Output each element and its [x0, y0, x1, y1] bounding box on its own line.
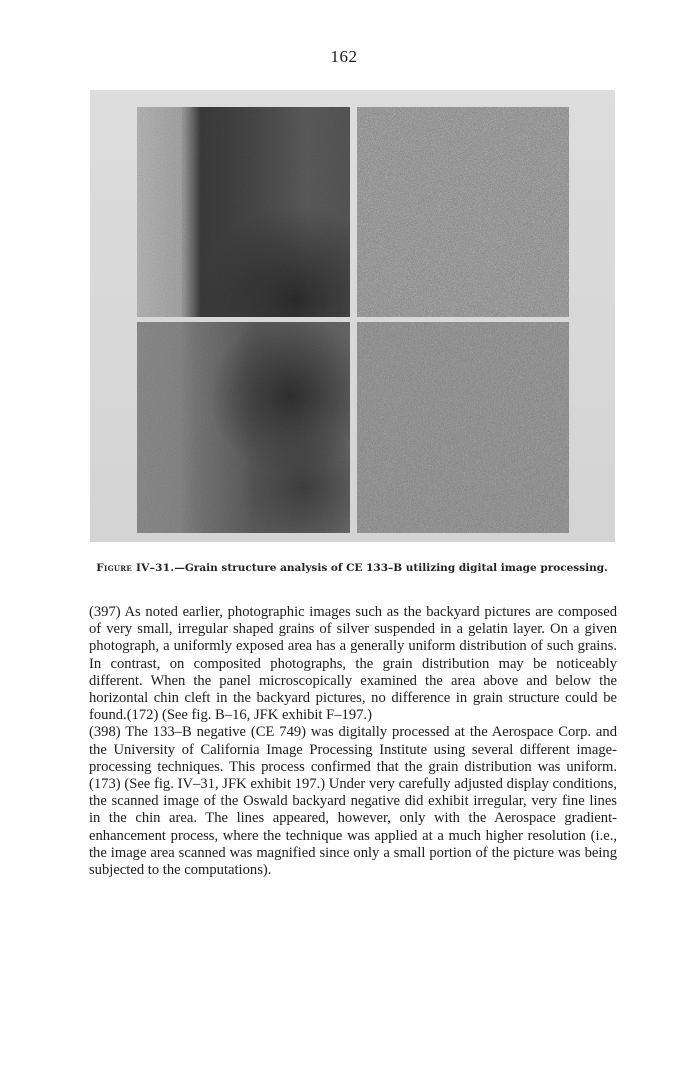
body-text — [89, 604, 617, 879]
grain-image-top-right — [357, 107, 569, 317]
figure-panel-bottom-left — [137, 322, 350, 533]
figure-panel-top-left — [137, 107, 350, 317]
figure-panel-top-right — [357, 107, 569, 317]
grain-image-top-left — [137, 107, 350, 317]
grain-image-bottom-right — [357, 322, 569, 533]
figure-caption-text: —Grain structure analysis of CE 133–B utilizing digital image processing. — [174, 562, 608, 574]
grain-image-bottom-left — [137, 322, 350, 533]
page-number: 162 — [330, 47, 358, 66]
figure-label: Figure IV–31. — [96, 562, 175, 574]
figure-caption — [90, 561, 614, 575]
paragraph-398: (398) The 133–B negative (CE 749) was digitally processed at the Aerospace Corp. and the University of California Image Processing Institute using several different image-processing techniques. This process confirmed that the grain distribution was uniform. (173) (See fig. IV–31, JFK exhibit 197.) Under very carefully adjusted display conditions, the scanned image of the Oswald backyard negative did exhibit irregular, very fine lines in the chin area. The lines appeared, however, only with the Aerospace gradient-enhancement process, where the technique was applied at a much higher resolution (i.e., the image area scanned was magnified since only a small portion of the picture was being subjected to the computations). — [89, 724, 617, 879]
paragraph-397: (397) As noted earlier, photographic images such as the backyard pictures are composed of very small, irregular shaped grains of silver suspended in a gelatin layer. On a given photograph, a uniformly exposed area has a generally uniform distribution of such grains. In contrast, on composited photographs, the grain distribution may be noticeably different. When the panel microscopically examined the area above and below the horizontal chin cleft in the backyard pictures, no difference in grain structure could be found.(172) (See fig. B–16, JFK exhibit F–197.) — [89, 604, 617, 724]
figure-panel-bottom-right — [357, 322, 569, 533]
